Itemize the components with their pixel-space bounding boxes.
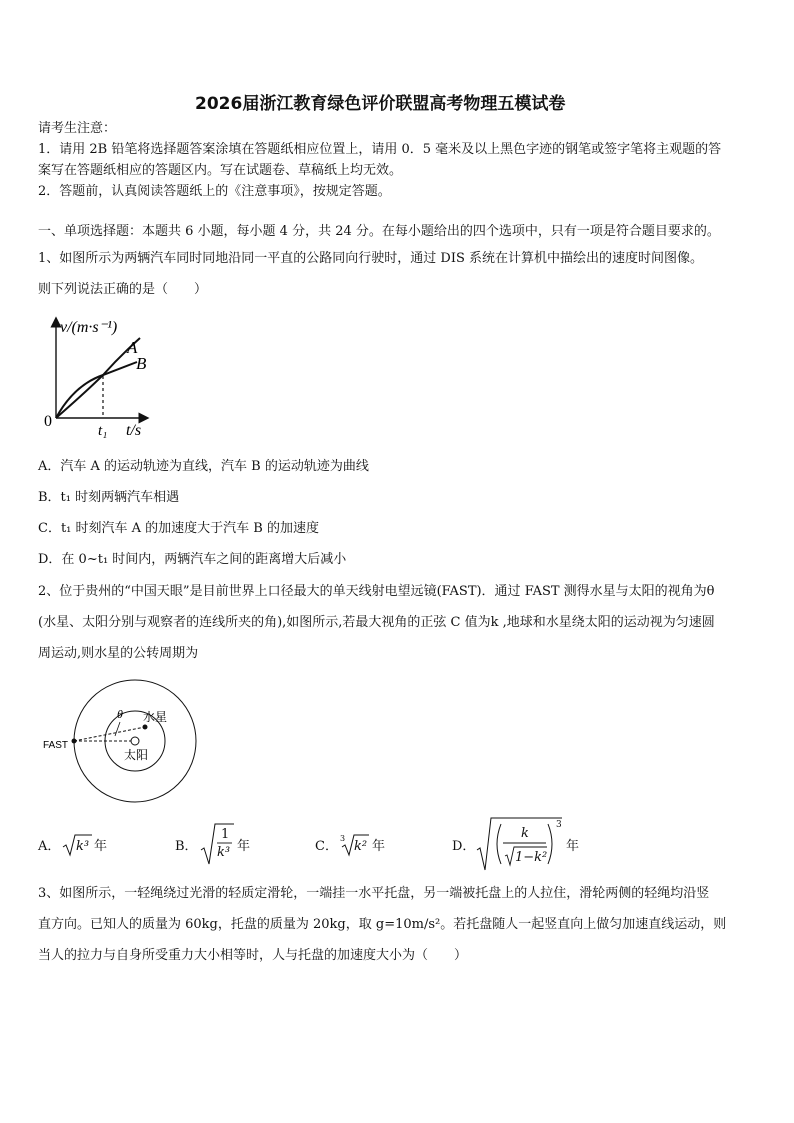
question-2-option-d-formula <box>476 816 586 872</box>
x-axis-label: t/s <box>126 422 142 439</box>
question-2-option-c-formula <box>340 833 390 861</box>
option-c-unit: 年 <box>372 839 386 854</box>
earth-orbit <box>74 680 196 802</box>
t1-tick-label: t₁ <box>98 423 108 439</box>
question-2-option-b-formula <box>200 822 260 866</box>
question-2-option-b-label: B． <box>175 839 198 854</box>
velocity-time-graph <box>40 310 170 445</box>
page-title: 2026届浙江教育绿色评价联盟高考物理五模试卷 <box>195 94 566 114</box>
question-2-option-a-label: A． <box>38 839 61 854</box>
option-d-denominator: 1−k² <box>515 850 548 865</box>
option-b-unit: 年 <box>237 839 251 854</box>
question-2-stem-line-2: (水星、太阳分别与观察者的连线所夹的角),如图所示,若最大视角的正弦 C 值为k ,地球和水星绕太阳的运动视为匀速圆 <box>38 615 715 630</box>
notice-item-1-line-1: 1．请用 2B 铅笔将选择题答案涂填在答题纸相应位置上，请用 0．5 毫米及以上黑色字迹的钢笔或签字笔将主观题的答 <box>38 142 722 157</box>
sightline-to-mercury <box>74 727 145 741</box>
y-axis-label: v/(m·s⁻¹) <box>60 319 118 336</box>
notice-item-1-line-2: 案写在答题纸相应的答题区内。写在试题卷、草稿纸上均无效。 <box>38 163 403 178</box>
curve-a-label: A <box>127 338 138 357</box>
mercury-orbit-diagram <box>40 678 210 808</box>
angle-pointer <box>115 722 120 736</box>
option-d-unit: 年 <box>566 839 580 854</box>
question-1-option-d: D．在 0~t₁ 时间内，两辆汽车之间的距离增大后减小 <box>38 552 347 567</box>
option-b-denominator: k³ <box>217 845 231 860</box>
mercury-label: 水星 <box>143 710 168 724</box>
section-heading: 一、单项选择题：本题共 6 小题，每小题 4 分，共 24 分。在每小题给出的四个选项中，只有一项是符合题目要求的。 <box>38 224 720 239</box>
right-paren <box>548 824 552 864</box>
sun-marker <box>131 737 139 745</box>
left-paren <box>497 824 501 864</box>
option-a-expression: k³ <box>76 839 90 854</box>
option-c-expression: k² <box>354 839 368 854</box>
sun-label: 太阳 <box>124 748 149 762</box>
question-1-option-c: C．t₁ 时刻汽车 A 的加速度大于汽车 B 的加速度 <box>38 521 319 536</box>
notice-heading: 请考生注意： <box>38 121 117 136</box>
question-3-stem-line-2: 直方向。已知人的质量为 60kg，托盘的质量为 20kg，取 g=10m/s²。若托盘随人一起竖直向上做匀加速直线运动，则 <box>38 917 727 932</box>
fast-label: FAST <box>43 740 69 751</box>
option-d-power: 3 <box>556 820 562 830</box>
question-1-option-b: B．t₁ 时刻两辆汽车相遇 <box>38 490 180 505</box>
option-a-unit: 年 <box>94 839 108 854</box>
option-c-root-index: 3 <box>340 834 346 843</box>
question-3-stem-line-3: 当人的拉力与自身所受重力大小相等时，人与托盘的加速度大小为（ ） <box>38 948 468 963</box>
origin-label: 0 <box>44 413 52 430</box>
curve-b-label: B <box>136 354 147 373</box>
notice-item-2: 2．答题前，认真阅读答题纸上的《注意事项》，按规定答题。 <box>38 184 391 199</box>
question-1-option-a: A．汽车 A 的运动轨迹为直线，汽车 B 的运动轨迹为曲线 <box>38 459 369 474</box>
option-b-numerator: 1 <box>221 827 230 842</box>
option-d-numerator: k <box>521 826 529 841</box>
question-3-stem-line-1: 3、如图所示，一轻绳绕过光滑的轻质定滑轮，一端挂一水平托盘，另一端被托盘上的人拉住，滑轮两侧的轻绳均沿竖 <box>38 886 710 901</box>
theta-label: θ <box>117 707 123 721</box>
question-2-stem-line-1: 2、位于贵州的“中国天眼”是目前世界上口径最大的单天线射电望远镜(FAST)．通过 FAST 测得水星与太阳的视角为θ <box>38 584 715 599</box>
question-2-stem-line-3: 周运动,则水星的公转周期为 <box>38 646 199 661</box>
question-2-option-c-label: C． <box>315 839 338 854</box>
question-2-option-d-label: D． <box>452 839 476 854</box>
question-1-stem-line-1: 1、如图所示为两辆汽车同时同地沿同一平直的公路同向行驶时，通过 DIS 系统在计算机中描绘出的速度时间图像。 <box>38 251 704 266</box>
curve-b <box>56 362 137 418</box>
question-1-stem-line-2: 则下列说法正确的是（ ） <box>38 282 208 297</box>
